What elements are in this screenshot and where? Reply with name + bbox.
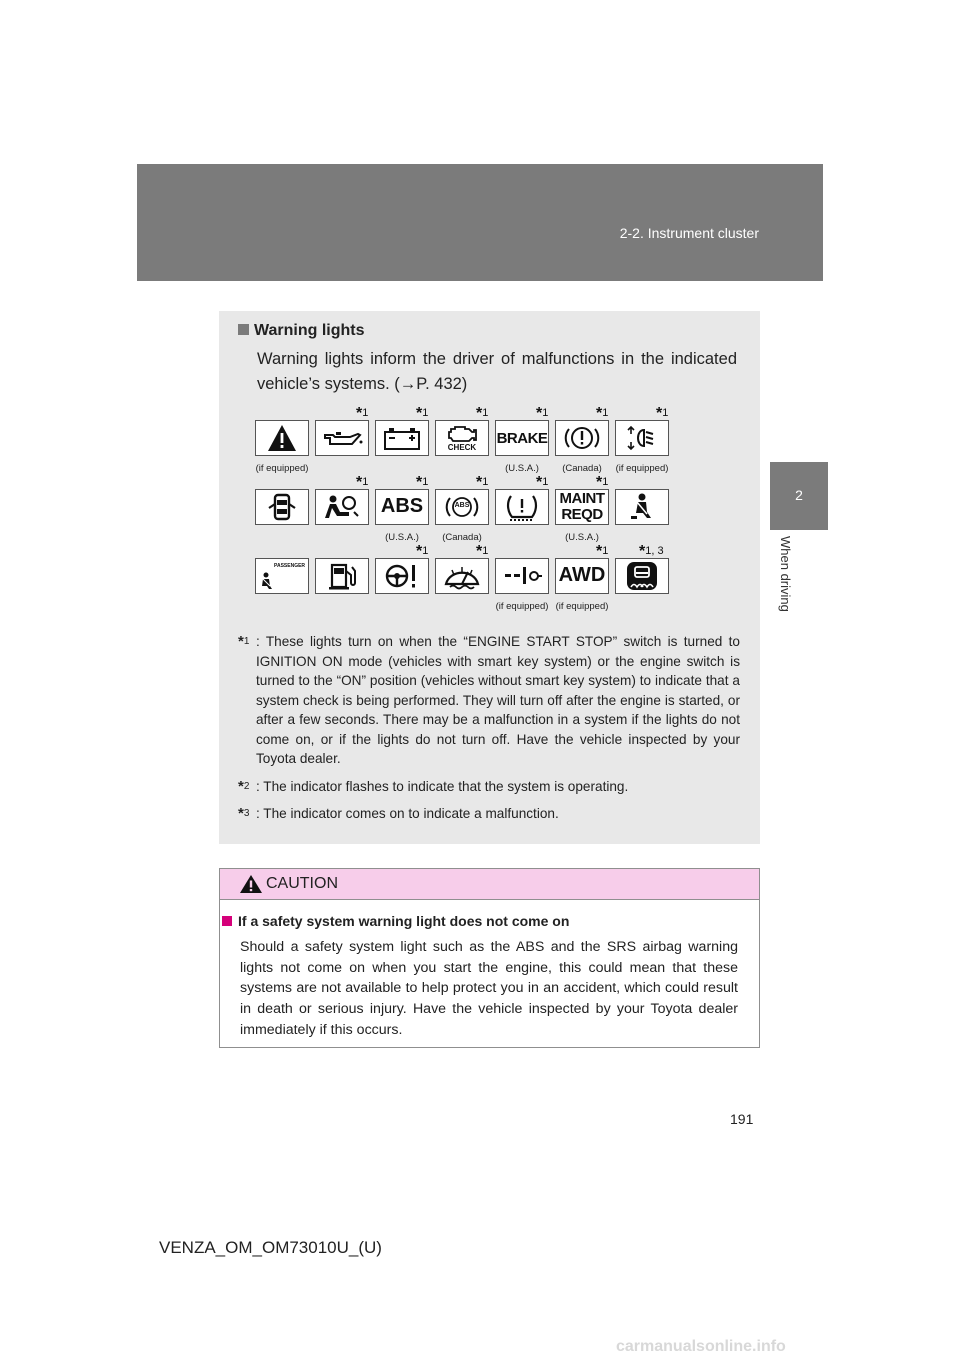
section-title: 2-2. Instrument cluster [619, 225, 759, 241]
abs-canada-icon [435, 489, 489, 525]
check-engine-icon [435, 420, 489, 456]
caution-box [219, 868, 760, 1048]
star1-mark: *1 [536, 474, 549, 491]
warning-lights-box [219, 311, 760, 844]
srs-airbag-icon [315, 489, 369, 525]
chapter-label [778, 536, 810, 646]
star1-mark: *1 [596, 543, 609, 560]
open-door-icon [255, 489, 309, 525]
low-washer-fluid-icon [435, 558, 489, 594]
footnote-1-text: : These lights turn on when the “ENGINE START STOP” switch is turned to IGNITION ON mode (vehicles with smart key system) or the engine switch is turned to the “ON” position (vehicles without smart key system) to indicate that a system check is being performed. They will turn off after the engine is started, or after a few seconds. There may be a malfunction in a system if the lights do not come on, or if the lights do not turn off. Have the vehicle inspected by your Toyota dealer. [256, 634, 740, 766]
maint-label: MAINT [559, 490, 605, 507]
star1-mark: *1 [356, 405, 369, 422]
star1-mark: *1 [476, 474, 489, 491]
oil-pressure-icon [315, 420, 369, 456]
maintenance-required-icon [555, 489, 609, 525]
caption-canada: (Canada) [442, 532, 482, 543]
passenger-seat-belt-icon [255, 558, 309, 594]
caution-subheading: If a safety system warning light does not come on [222, 913, 569, 929]
low-fuel-icon [315, 558, 369, 594]
warning-lights-heading: Warning lights [238, 322, 365, 340]
star1-mark: *1 [536, 405, 549, 422]
lane-departure-icon [495, 558, 549, 594]
star1-mark: *1 [416, 474, 429, 491]
reqd-label: REQD [561, 506, 603, 523]
caution-title: CAUTION [266, 875, 338, 892]
tire-pressure-icon [495, 489, 549, 525]
footnote-1 [238, 632, 740, 769]
chapter-number: 2 [795, 487, 803, 503]
seat-belt-reminder-icon [615, 489, 669, 525]
star1-mark: *1 [416, 405, 429, 422]
abs-label: ABS [380, 495, 424, 517]
caption-usa: (U.S.A.) [505, 463, 539, 474]
power-steering-icon [375, 558, 429, 594]
caption-usa: (U.S.A.) [565, 532, 599, 543]
footnote-3-marker: *3 [238, 805, 250, 822]
footnote-3 [238, 804, 740, 824]
passenger-label: PASSENGER [274, 563, 306, 569]
master-warning-icon [255, 420, 309, 456]
caution-header [220, 869, 759, 900]
caption-if-equipped: (if equipped) [495, 601, 549, 612]
check-label: CHECK [447, 443, 477, 452]
awd-icon [555, 558, 609, 594]
abs-small-label: ABS [454, 502, 470, 509]
document-code: VENZA_OM_OM73010U_(U) [159, 1238, 382, 1257]
caution-body: Should a safety system light such as the ABS and the SRS airbag warning lights not come on when you start the engine, this could mean that these systems are not available to help protect you in an accident, which could result in death or serious injury. Have the vehicle inspected by your Toyota dealer immediately if this occurs. [240, 939, 738, 1038]
star1-mark: *1 [596, 405, 609, 422]
footnote-2 [238, 777, 740, 797]
headlight-leveling-icon [615, 420, 669, 456]
chapter-label-text: When driving [778, 536, 793, 612]
star1-mark: *1 [356, 474, 369, 491]
footnote-3-text: : The indicator comes on to indicate a malfunction. [256, 806, 559, 821]
footnote-2-text: : The indicator flashes to indicate that the system is operating. [256, 779, 629, 794]
chapter-tab [770, 462, 828, 530]
caution-triangle-icon [238, 873, 264, 895]
star1-mark: *1 [416, 543, 429, 560]
slip-indicator-icon [615, 558, 669, 594]
page-number: 191 [730, 1111, 754, 1127]
star1-mark: *1 [596, 474, 609, 491]
caption-canada: (Canada) [562, 463, 602, 474]
awd-label: AWD [558, 564, 606, 586]
star13-mark: *1, 3 [639, 543, 664, 560]
star1-mark: *1 [476, 543, 489, 560]
caption-if-equipped: (if equipped) [255, 463, 309, 474]
star1-mark: *1 [476, 405, 489, 422]
caption-if-equipped: (if equipped) [615, 463, 669, 474]
star1-mark: *1 [656, 405, 669, 422]
warning-lights-intro: Warning lights inform the driver of malfunctions in the indicated vehicle’s systems. (→P. 432) [257, 350, 737, 393]
brake-canada-icon [555, 420, 609, 456]
charging-system-icon [375, 420, 429, 456]
abs-usa-icon [375, 489, 429, 525]
caution-bullet [222, 916, 232, 926]
footnote-2-marker: *2 [238, 778, 250, 795]
caption-usa: (U.S.A.) [385, 532, 419, 543]
watermark: carmanualsonline.info [616, 1338, 786, 1355]
header-band [137, 164, 823, 281]
brake-label: BRAKE [496, 430, 548, 447]
brake-usa-icon [495, 420, 549, 456]
caption-if-equipped: (if equipped) [555, 601, 609, 612]
footnote-1-marker: *1 [238, 633, 250, 650]
